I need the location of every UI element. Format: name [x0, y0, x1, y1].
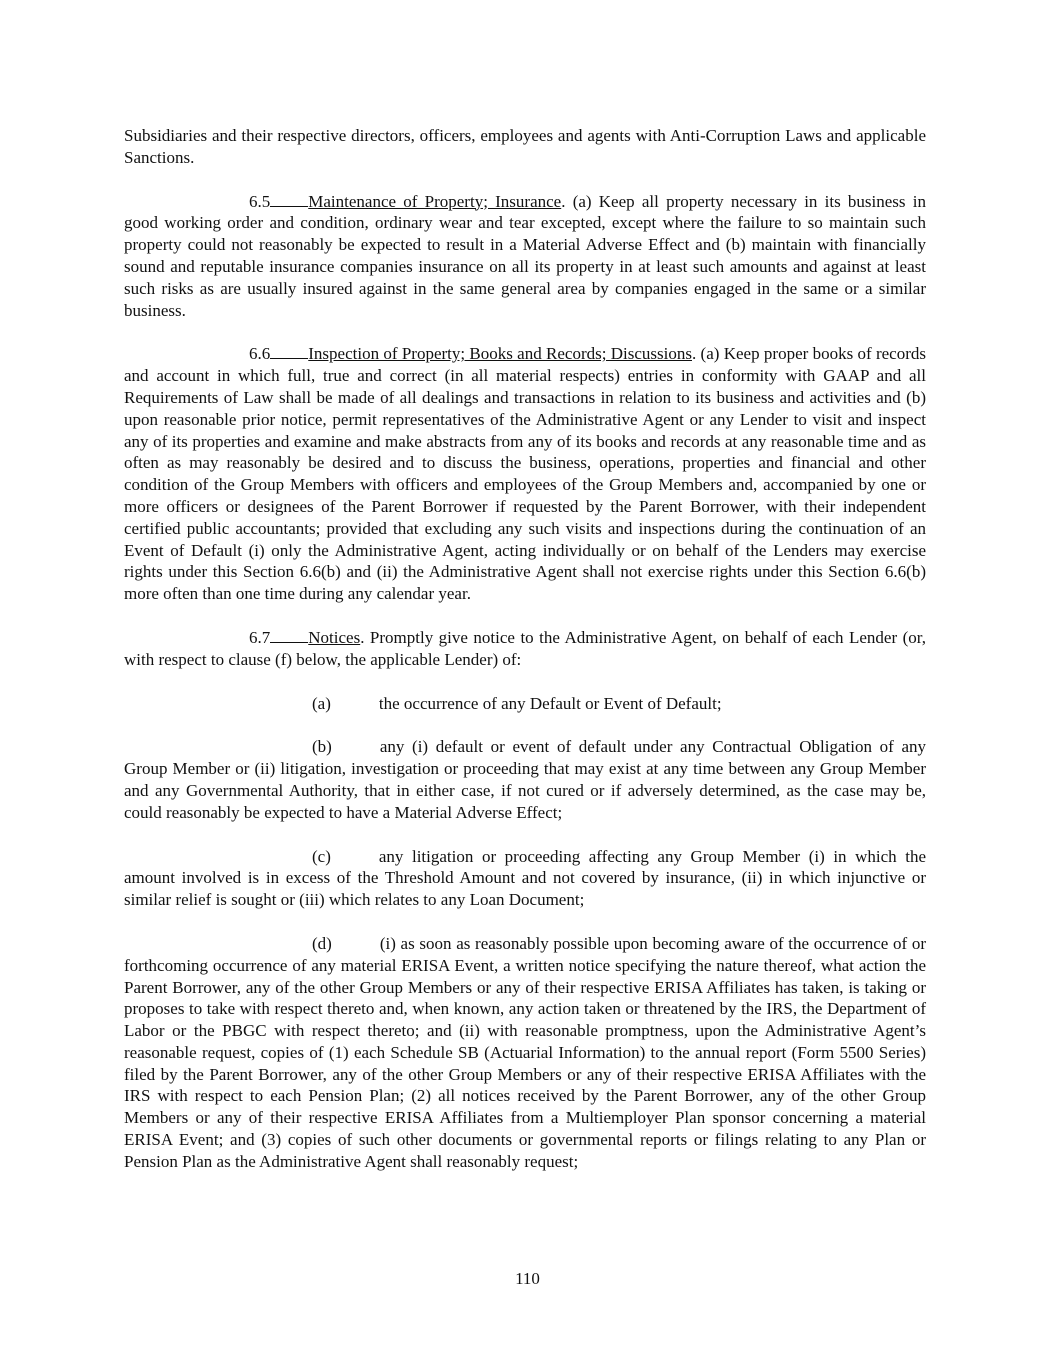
- section-number: 6.6: [249, 344, 271, 364]
- clause-a: [124, 693, 926, 715]
- document-page: [124, 125, 926, 1195]
- section-heading: Maintenance of Property; Insurance: [308, 191, 562, 211]
- section-heading: Inspection of Property; Books and Records; Discussions: [308, 344, 692, 364]
- clause-text: any litigation or proceeding affecting any Group Member (i) in which the amount involved is in excess of the Threshold Amount and not covered by insurance, (ii) in which injunctive or similar relief is sought or (iii) which relates to any Loan Document;: [124, 846, 926, 910]
- section-6-7: [124, 627, 926, 671]
- clause-c: [124, 846, 926, 911]
- tab-underline: [270, 192, 308, 207]
- clause-label: (c): [312, 846, 331, 866]
- clause-d: [124, 933, 926, 1173]
- intro-paragraph: [124, 125, 926, 169]
- page-number: 110: [515, 1269, 540, 1288]
- clause-label: (d): [312, 933, 332, 953]
- clause-text: any (i) default or event of default under any Contractual Obligation of any Group Member or (ii) litigation, investigation or proceeding that may exist at any time between any Group Member and any Governmental Authority, that in either case, if not cured or if adversely determined, as the case may be, could reasonably be expected to have a Material Adverse Effect;: [124, 737, 926, 822]
- tab-underline: [270, 628, 308, 643]
- section-body: . Promptly give notice to the Administrative Agent, on behalf of each Lender (or, with respect to clause (f) below, the applicable Lender) of:: [124, 627, 926, 669]
- section-number: 6.5: [249, 191, 271, 211]
- section-number: 6.7: [249, 627, 271, 647]
- section-body: . (a) Keep all property necessary in its business in good working order and condition, ordinary wear and tear excepted, except where the failure to so maintain such property could not reasonably be expected to result in a Material Adverse Effect and (b) maintain with financially sound and reputable insurance companies insurance on all its property in at least such amounts and against at least such risks as are usually insured against in the same general area by companies engaged in the same or a similar business.: [124, 191, 926, 320]
- section-heading: Notices: [308, 627, 361, 647]
- clause-b: [124, 736, 926, 823]
- clause-label: (a): [312, 693, 331, 713]
- intro-text: Subsidiaries and their respective directors, officers, employees and agents with Anti-Corruption Laws and applicable Sanctions.: [124, 126, 926, 167]
- clause-text: (i) as soon as reasonably possible upon becoming aware of the occurrence of or forthcoming occurrence of any material ERISA Event, a written notice specifying the nature thereof, what action the Parent Borrower, any of the other Group Members or any of their respective ERISA Affiliates has taken, is taking or proposes to take with respect thereto and, when known, any action taken or threatened by the IRS, the Department of Labor or the PBGC with respect thereto; and (ii) with reasonable promptness, upon the Administrative Agent’s reasonable request, copies of (1) each Schedule SB (Actuarial Information) to the annual report (Form 5500 Series) filed by the Parent Borrower, any of the other Group Members or any of their respective ERISA Affiliates with the IRS with respect to each Pension Plan; (2) all notices received by the Parent Borrower, any of the other Group Members or any of their respective ERISA Affiliates from a Multiemployer Plan sponsor concerning a material ERISA Event; and (3) copies of such other documents or governmental reports or filings relating to any Plan or Pension Plan as the Administrative Agent shall reasonably request;: [124, 933, 926, 1171]
- section-body: . (a) Keep proper books of records and account in which full, true and correct (in all material respects) entries in conformity with GAAP and all Requirements of Law shall be made of all dealings and transactions in relation to its business and activities and (b) upon reasonable prior notice, permit representatives of the Administrative Agent or any Lender to visit and inspect any of its properties and examine and make abstracts from any of its books and records at any reasonable time and as often as may reasonably be desired and to discuss the business, operations, properties and financial and other condition of the Group Members with officers and employees of the Group Members and, accompanied by one or more officers or designees of the Parent Borrower if requested by the Parent Borrower, with their independent certified public accountants; provided that excluding any such visits and inspections during the continuation of an Event of Default (i) only the Administrative Agent, acting individually or on behalf of the Lenders may exercise rights under this Section 6.6(b) and (ii) the Administrative Agent shall not exercise rights under this Section 6.6(b) more often than one time during any calendar year.: [124, 344, 926, 604]
- clause-text: the occurrence of any Default or Event of Default;: [378, 693, 722, 713]
- section-6-5: [124, 191, 926, 322]
- clause-label: (b): [312, 737, 332, 757]
- section-6-6: [124, 343, 926, 605]
- tab-underline: [270, 344, 308, 359]
